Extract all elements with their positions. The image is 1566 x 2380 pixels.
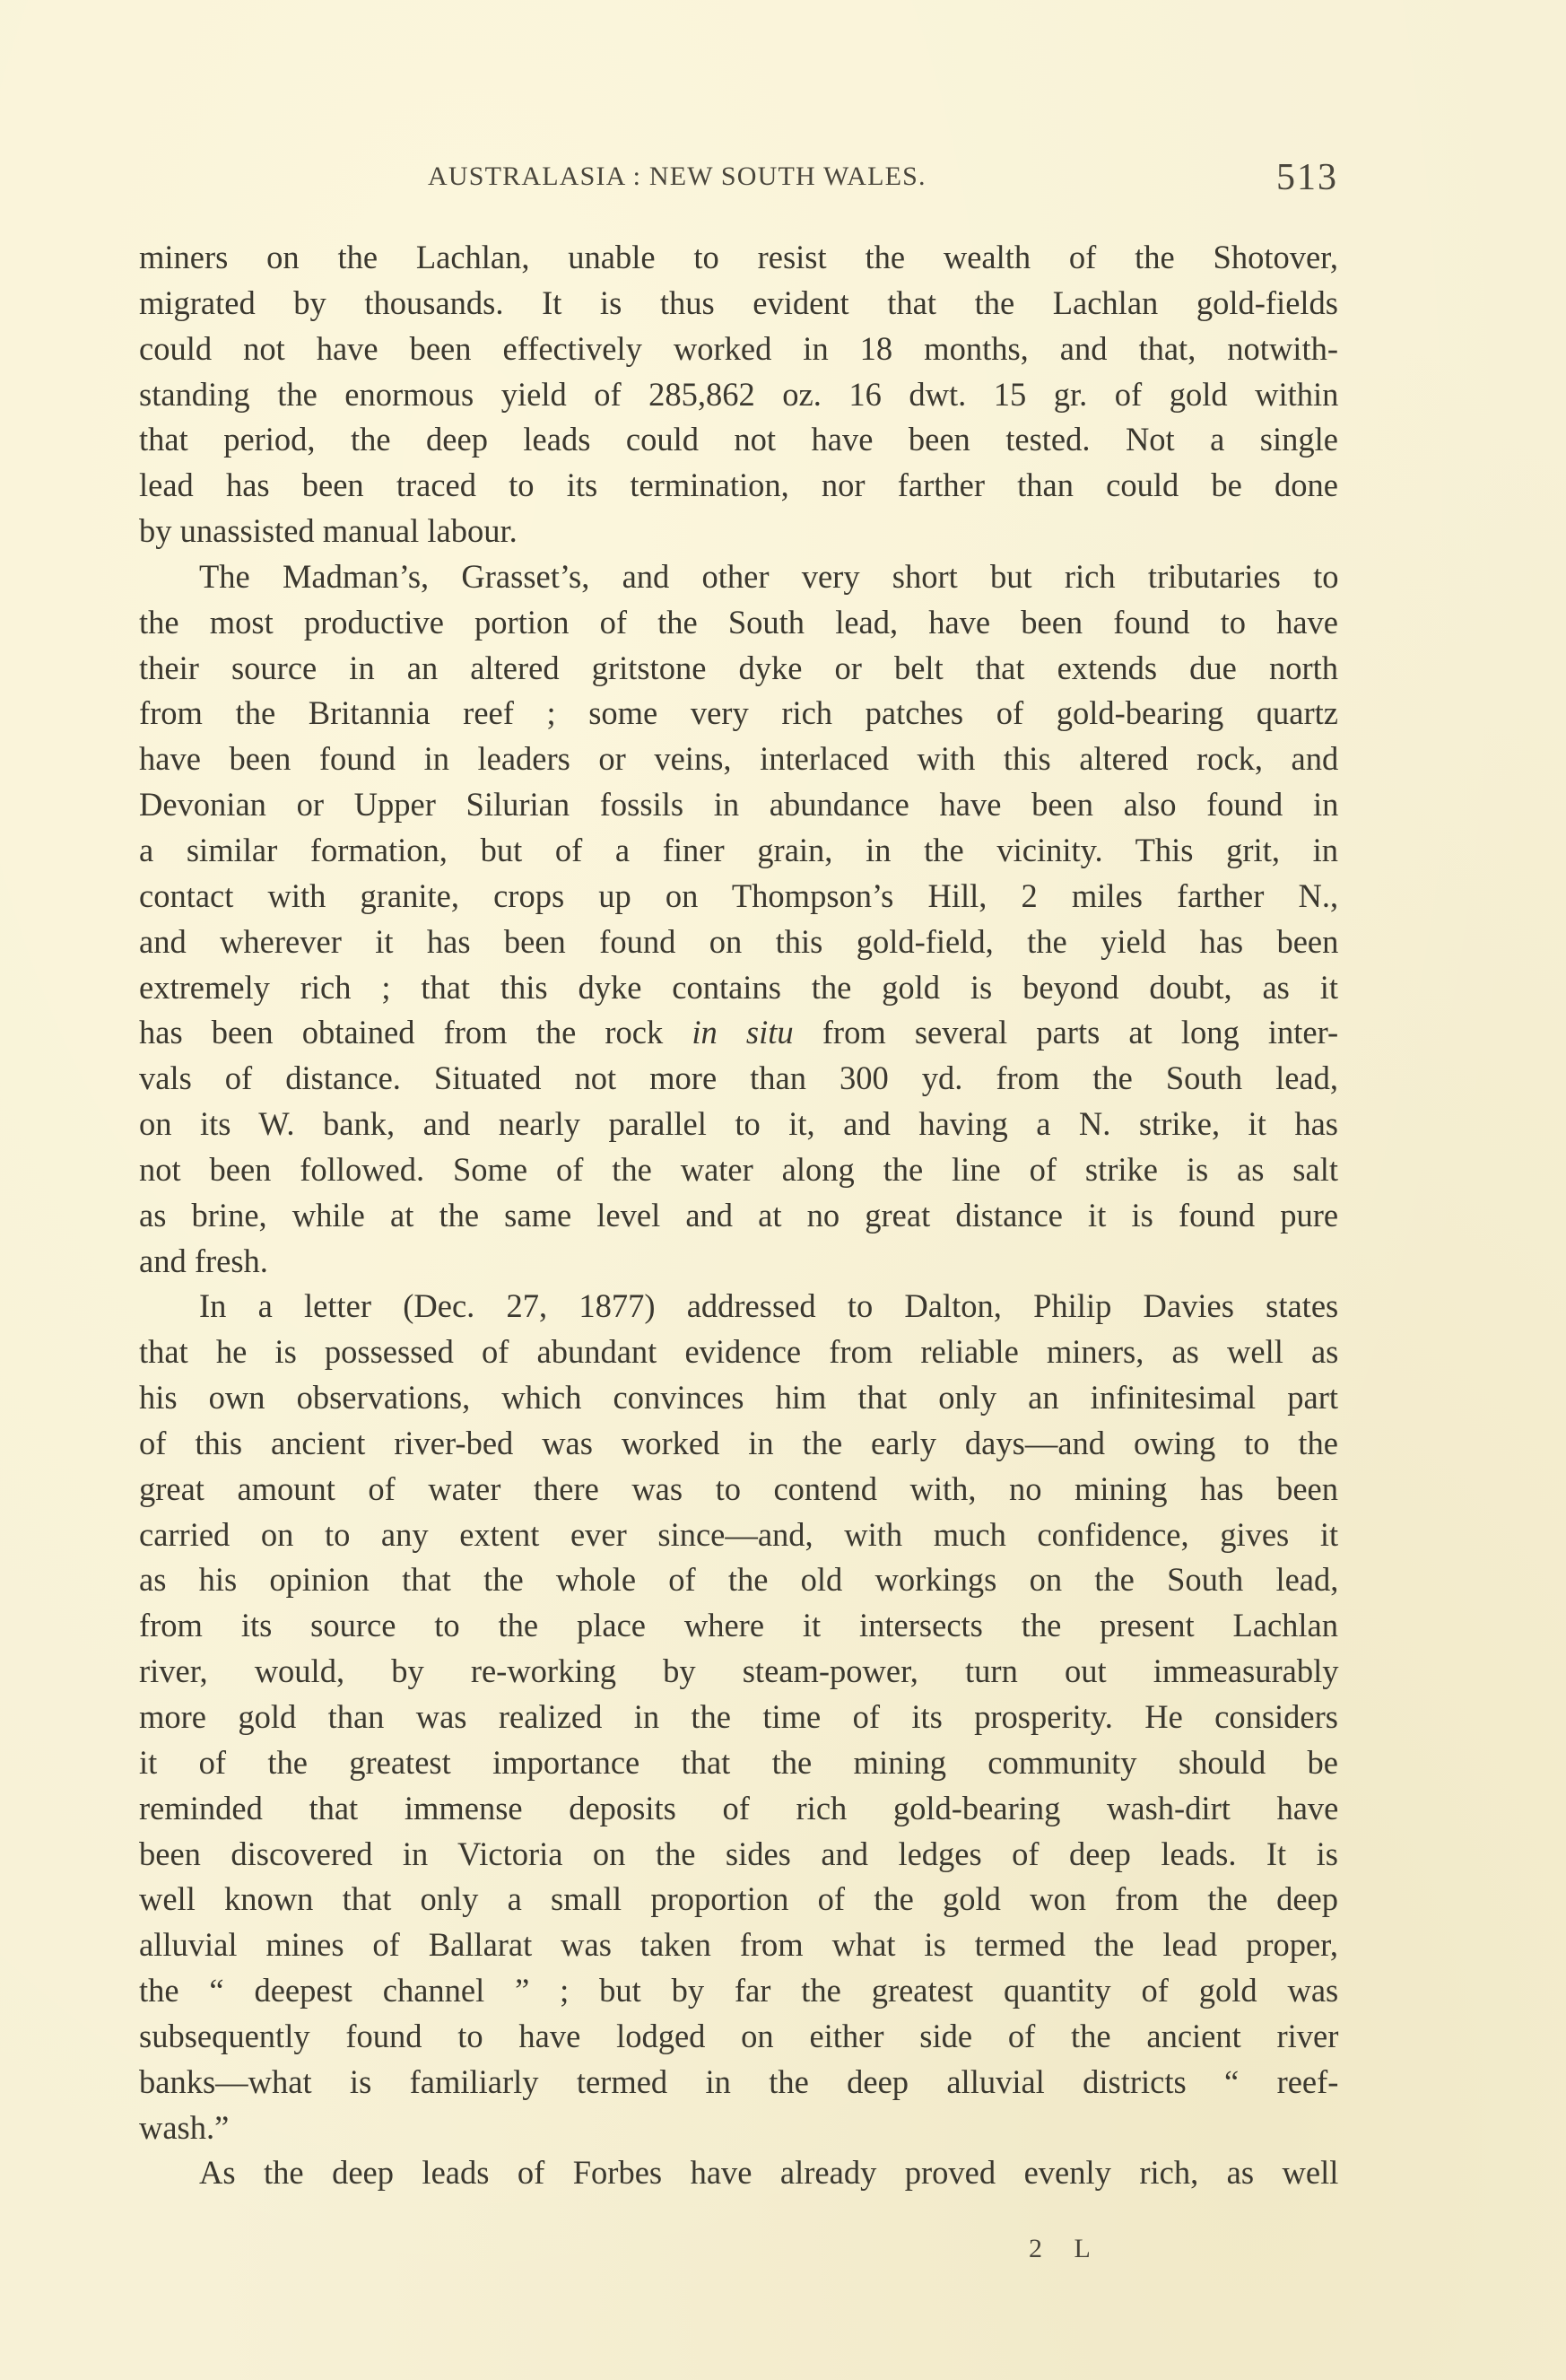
text-line: The Madman’s, Grasset’s, and other very short but rich tributaries to [199, 557, 1339, 595]
text-line: their source in an altered gritstone dyke or belt that extends due north [139, 649, 1338, 686]
text-line: more gold than was realized in the time of its prosperity. He considers [139, 1698, 1338, 1735]
text-line: from the Britannia reef ; some very rich patches of gold-bearing quartz [139, 694, 1338, 732]
text-line: great amount of water there was to contend with, no mining has been [139, 1469, 1338, 1507]
paragraph [139, 1284, 1338, 2150]
text-line: As the deep leads of Forbes have already proved evenly rich, as well [199, 2154, 1339, 2192]
text-line: wash.” [139, 2108, 230, 2146]
text-line: and wherever it has been found on this gold-field, the yield has been [139, 922, 1339, 960]
text-line: miners on the Lachlan, unable to resist the wealth of the Shotover, [139, 239, 1338, 275]
text-line: his own observations, which convinces him that only an infinitesimal part [139, 1379, 1338, 1417]
text-line: a similar formation, but of a finer grain, in the vicinity. This grit, in [139, 831, 1338, 868]
italic-phrase: in situ [692, 1014, 794, 1051]
running-head [139, 157, 1338, 205]
body-text [139, 235, 1338, 2196]
text-line: the “ deepest channel ” ; but by far the greatest quantity of gold was [139, 1972, 1339, 2009]
page-number: 513 [1276, 157, 1338, 198]
text-line: Devonian or Upper Silurian fossils in abundance have been also found in [139, 786, 1339, 824]
text-line: the most productive portion of the South lead, have been found to have [139, 603, 1338, 641]
text-line: standing the enormous yield of 285,862 oz. 16 dwt. 15 gr. of gold within [139, 375, 1339, 413]
text-line: as his opinion that the whole of the old workings on the South lead, [139, 1561, 1339, 1599]
text-line: it of the greatest importance that the mining community should be [139, 1743, 1339, 1781]
signature-mark: 2 L [1029, 2234, 1103, 2263]
text-line: that period, the deep leads could not have been tested. Not a single [139, 421, 1338, 458]
text-line: have been found in leaders or veins, interlaced with this altered rock, and [139, 740, 1339, 778]
text-line: been discovered in Victoria on the sides and ledges of deep leads. It is [139, 1835, 1338, 1872]
text-line: In a letter (Dec. 27, 1877) addressed to Dalton, Philip Davies states [199, 1287, 1339, 1325]
text-line: banks—what is familiarly termed in the deep alluvial districts “ reef- [139, 2062, 1339, 2100]
text-line: carried on to any extent ever since—and, with much confidence, gives it [139, 1515, 1339, 1553]
running-title: AUSTRALASIA : NEW SOUTH WALES. [428, 161, 927, 191]
text-line: river, would, by re-working by steam-power, turn out immeasurably [139, 1652, 1339, 1690]
text-line: has been obtained from the rock in situ from several parts at long inter- [139, 1014, 1339, 1051]
text-line: migrated by thousands. It is thus evident that the Lachlan gold-fields [139, 283, 1338, 321]
text-line: extremely rich ; that this dyke contains the gold is beyond doubt, as it [139, 968, 1338, 1006]
paragraph [139, 2150, 1338, 2196]
text-line: well known that only a small proportion of the gold won from the deep [139, 1880, 1339, 1918]
paragraph [139, 235, 1338, 554]
text-line: by unassisted manual labour. [139, 512, 518, 550]
text-line: vals of distance. Situated not more than 300 yd. from the South lead, [139, 1059, 1338, 1097]
text-line: not been followed. Some of the water along the line of strike is as salt [139, 1150, 1338, 1188]
text-line: that he is possessed of abundant evidence from reliable miners, as well as [139, 1333, 1339, 1371]
text-line: could not have been effectively worked in 18 months, and that, notwith- [139, 329, 1338, 367]
text-line: reminded that immense deposits of rich gold-bearing wash-dirt have [139, 1789, 1339, 1826]
text-line: on its W. bank, and nearly parallel to it, and having a N. strike, it has [139, 1105, 1338, 1143]
text-line: as brine, while at the same level and at no great distance it is found pure [139, 1196, 1339, 1234]
text-line: and fresh. [139, 1242, 268, 1279]
paragraph [139, 554, 1338, 1285]
text-line: from its source to the place where it intersects the present Lachlan [139, 1607, 1338, 1644]
text-line: lead has been traced to its termination, nor farther than could be done [139, 466, 1338, 504]
text-line: of this ancient river-bed was worked in the early days—and owing to the [139, 1424, 1338, 1461]
text-line: alluvial mines of Ballarat was taken from what is termed the lead proper, [139, 1926, 1338, 1964]
text-line: contact with granite, crops up on Thompson’s Hill, 2 miles farther N., [139, 876, 1339, 914]
text-line: subsequently found to have lodged on either side of the ancient river [139, 2017, 1339, 2054]
